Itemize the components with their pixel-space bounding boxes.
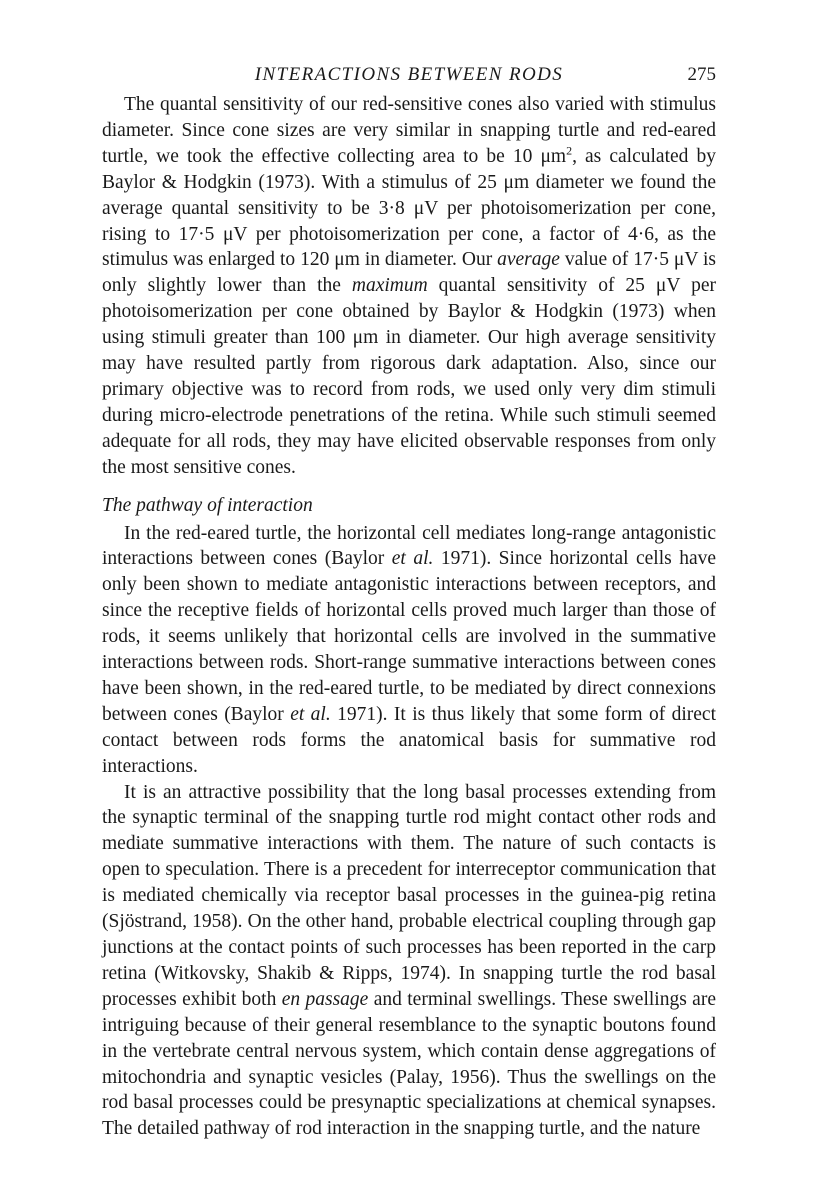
- emphasis: maximum: [351, 275, 428, 297]
- body-text: [102, 92, 716, 1142]
- page-number: 275: [687, 64, 716, 85]
- text-run: 1971). It is thus likely that some form of direct contact between rods forms the anatomical basis for summative rod interactions.: [102, 703, 716, 777]
- paragraph-cone-sensitivity: [102, 92, 716, 481]
- emphasis: et al.: [391, 548, 434, 570]
- text-run: quantal sensitivity of 25 μV per photoisomerization per cone obtained by Baylor & Hodgkin (1973) when using stimuli greater than 100 μm in diameter. Our high average sensitivity may have resulted partly from rigorous dark adaptation. Also, since our primary objective was to record from rods, we used only very dim stimuli during micro-electrode penetrations of the retina. While such stimuli seemed adequate for all rods, they may have elicited observable responses from only the most sensitive cones.: [102, 275, 716, 478]
- text-run: and terminal swellings. These swellings are intriguing because of their general resemblance to the synaptic boutons found in the vertebrate central nervous system, which contain dense aggregations of mitochondria and synaptic vesicles (Palay, 1956). Thus the swellings on the rod basal processes could be presynaptic specializations at chemical synapses. The detailed pathway of rod interaction in the snapping turtle, and the nature: [102, 988, 716, 1140]
- page-header: [102, 64, 716, 90]
- section-heading: The pathway of interaction: [102, 494, 313, 516]
- emphasis: et al.: [290, 703, 331, 725]
- text-run: The quantal sensitivity of our red-sensitive cones also varied with stimulus diameter. Since cone sizes are very similar in snapping turtle and red-eared turtle, we took the effective collecting area to be 10 μm: [102, 94, 716, 167]
- text-run: In the red-eared turtle, the horizontal cell mediates long-range antagonistic interactions between cones (Baylor: [102, 522, 716, 570]
- emphasis: en passage: [281, 988, 369, 1010]
- text-run: It is an attractive possibility that the long basal processes extending from the synaptic terminal of the snapping turtle rod might contact other rods and mediate summative interactions with them. The nature of such contacts is open to speculation. There is a precedent for interreceptor communication that is mediated chemically via receptor basal processes in the guinea-pig retina (Sjöstrand, 1958). On the other hand, probable electrical coupling through gap junctions at the contact points of such processes has been reported in the carp retina (Witkovsky, Shakib & Ripps, 1974). In snapping turtle the rod basal processes exhibit both: [102, 781, 716, 1010]
- paragraph-basal-processes: [102, 780, 716, 1143]
- text-run: 1971). Since horizontal cells have only been shown to mediate antagonistic interactions between receptors, and since the receptive fields of horizontal cells proved much larger than those of rods, it seems unlikely that horizontal cells are involved in the summative interactions between rods. Short-range summative interactions between cones have been shown, in the red-eared turtle, to be mediated by direct connexions between cones (Baylor: [102, 548, 717, 725]
- emphasis: average: [497, 249, 560, 271]
- superscript: 2: [566, 143, 573, 158]
- running-title: INTERACTIONS BETWEEN RODS: [254, 64, 564, 85]
- text-run: , as calculated by Baylor & Hodgkin (1973). With a stimulus of 25 μm diameter we found the average quantal sensitivity to be 3·8 μV per photoisomerization per cone, rising to 17·5 μV per photoisomerization per cone, a factor of 4·6, as the stimulus was enlarged to 120 μm in diameter. Our: [102, 145, 716, 271]
- paragraph-horizontal-cells: [102, 521, 716, 780]
- text-run: value of 17·5 μV is only slightly lower than the: [102, 249, 716, 297]
